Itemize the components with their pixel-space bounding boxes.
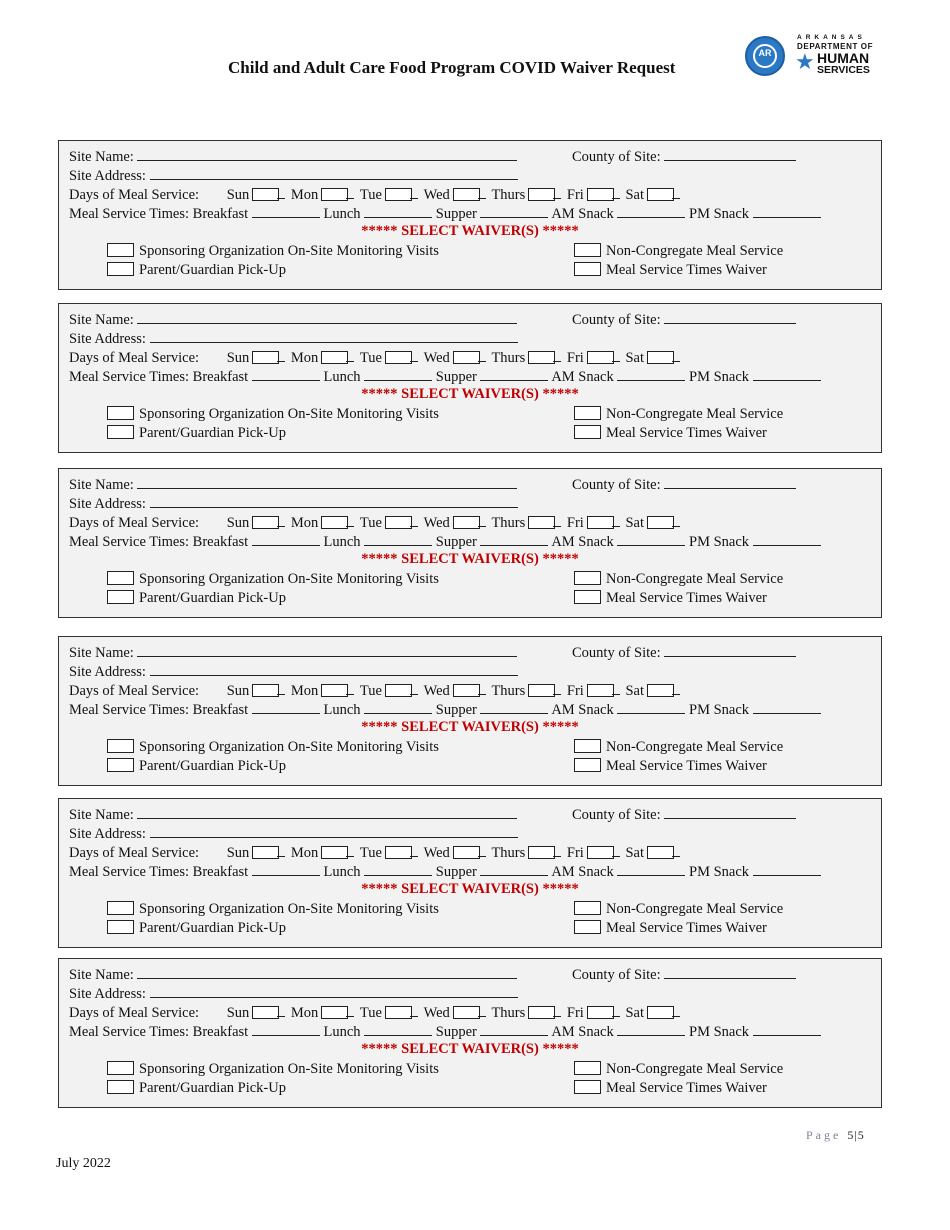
pm-snack-time-field[interactable] [753, 862, 821, 876]
sponsoring-checkbox[interactable] [107, 571, 134, 585]
site-name-field[interactable] [137, 310, 517, 324]
breakfast-time-field[interactable] [252, 204, 320, 218]
site-name-label: Site Name: [69, 312, 134, 328]
sponsoring-checkbox[interactable] [107, 901, 134, 915]
select-waiver-heading: ***** SELECT WAIVER(S) ***** [361, 1041, 579, 1057]
tue-checkbox[interactable] [385, 516, 412, 529]
days-label: Days of Meal Service: [69, 515, 200, 531]
pickup-checkbox[interactable] [107, 920, 134, 934]
pm-snack-time-field[interactable] [753, 204, 821, 218]
site-name-field[interactable] [137, 805, 517, 819]
county-field[interactable] [664, 310, 796, 324]
tue-checkbox[interactable] [385, 684, 412, 697]
days-label: Days of Meal Service: [69, 187, 200, 203]
breakfast-time-field[interactable] [252, 1022, 320, 1036]
thurs-checkbox[interactable] [528, 351, 555, 364]
sat-checkbox[interactable] [647, 351, 674, 364]
site-name-field[interactable] [137, 643, 517, 657]
lunch-time-field[interactable] [364, 367, 432, 381]
site-block: Site Name: County of Site: Site Address: Days of Meal Service: Sun Mon Tue Wed Thurs Fri Sat Meal Service Times: Breakfast Lunch Supper AM Snack PM Snack ***** SELECT WAIVER(S) ***** Sponsoring Organization On-Site Monitoring Visits Parent/Guardian Pick-Up Non-Congregate Meal Service Meal Service Times Waiver [58, 958, 882, 1108]
thurs-checkbox[interactable] [528, 188, 555, 201]
mon-checkbox[interactable] [321, 684, 348, 697]
non-congregate-checkbox[interactable] [574, 243, 601, 257]
days-label: Days of Meal Service: [69, 845, 200, 861]
times-waiver-checkbox[interactable] [574, 920, 601, 934]
site-address-label: Site Address: [69, 168, 146, 184]
site-block: Site Name: County of Site: Site Address: Days of Meal Service: Sun Mon Tue Wed Thurs Fri Sat Meal Service Times: Breakfast Lunch Supper AM Snack PM Snack ***** SELECT WAIVER(S) ***** Sponsoring Organization On-Site Monitoring Visits Parent/Guardian Pick-Up Non-Congregate Meal Service Meal Service Times Waiver [58, 798, 882, 948]
non-congregate-checkbox[interactable] [574, 739, 601, 753]
mon-checkbox[interactable] [321, 516, 348, 529]
county-field[interactable] [664, 643, 796, 657]
wed-checkbox[interactable] [453, 684, 480, 697]
lunch-time-field[interactable] [364, 862, 432, 876]
fri-checkbox[interactable] [587, 516, 614, 529]
site-address-field[interactable] [150, 984, 518, 998]
thurs-checkbox[interactable] [528, 516, 555, 529]
page-number: Page 5|5 [806, 1128, 865, 1142]
sun-checkbox[interactable] [252, 188, 279, 201]
days-label: Days of Meal Service: [69, 1005, 200, 1021]
fri-checkbox[interactable] [587, 188, 614, 201]
lunch-time-field[interactable] [364, 1022, 432, 1036]
sat-checkbox[interactable] [647, 1006, 674, 1019]
wed-checkbox[interactable] [453, 846, 480, 859]
sun-checkbox[interactable] [252, 846, 279, 859]
pm-snack-time-field[interactable] [753, 532, 821, 546]
county-label: County of Site: [572, 149, 661, 165]
tue-checkbox[interactable] [385, 351, 412, 364]
am-snack-time-field[interactable] [617, 204, 685, 218]
select-waiver-heading: ***** SELECT WAIVER(S) ***** [361, 223, 579, 239]
times-waiver-checkbox[interactable] [574, 262, 601, 276]
tue-checkbox[interactable] [385, 1006, 412, 1019]
pm-snack-time-field[interactable] [753, 367, 821, 381]
times-waiver-checkbox[interactable] [574, 758, 601, 772]
breakfast-time-field[interactable] [252, 367, 320, 381]
am-snack-time-field[interactable] [617, 1022, 685, 1036]
site-name-label: Site Name: [69, 477, 134, 493]
county-label: County of Site: [572, 477, 661, 493]
site-name-label: Site Name: [69, 967, 134, 983]
sun-checkbox[interactable] [252, 684, 279, 697]
fri-checkbox[interactable] [587, 846, 614, 859]
mon-checkbox[interactable] [321, 351, 348, 364]
dhs-logo: AR ARKANSAS DEPARTMENT OF ★ HUMAN SERVICES [745, 34, 885, 80]
pickup-checkbox[interactable] [107, 1080, 134, 1094]
thurs-checkbox[interactable] [528, 684, 555, 697]
supper-time-field[interactable] [480, 367, 548, 381]
mon-checkbox[interactable] [321, 1006, 348, 1019]
breakfast-time-field[interactable] [252, 700, 320, 714]
breakfast-time-field[interactable] [252, 862, 320, 876]
non-congregate-checkbox[interactable] [574, 901, 601, 915]
site-block: Site Name: County of Site: Site Address: Days of Meal Service: Sun Mon Tue Wed Thurs Fri Sat Meal Service Times: Breakfast Lunch Supper AM Snack PM Snack ***** SELECT WAIVER(S) ***** Sponsoring Organization On-Site Monitoring Visits Parent/Guardian Pick-Up Non-Congregate Meal Service Meal Service Times Waiver [58, 303, 882, 453]
tue-checkbox[interactable] [385, 846, 412, 859]
tue-checkbox[interactable] [385, 188, 412, 201]
site-block: Site Name: County of Site: Site Address: Days of Meal Service: Sun Mon Tue Wed Thurs Fri Sat Meal Service Times: Breakfast Lunch Supper AM Snack PM Snack ***** SELECT WAIVER(S) ***** Sponsoring Organization On-Site Monitoring Visits Parent/Guardian Pick-Up Non-Congregate Meal Service Meal Service Times Waiver [58, 636, 882, 786]
page-title: Child and Adult Care Food Program COVID Waiver Request [228, 58, 676, 77]
non-congregate-checkbox[interactable] [574, 571, 601, 585]
site-block: Site Name: County of Site: Site Address: Days of Meal Service: Sun Mon Tue Wed Thurs Fri Sat Meal Service Times: Breakfast Lunch Supper AM Snack PM Snack ***** SELECT WAIVER(S) ***** Sponsoring Organization On-Site Monitoring Visits Parent/Guardian Pick-Up Non-Congregate Meal Service Meal Service Times Waiver [58, 140, 882, 290]
select-waiver-heading: ***** SELECT WAIVER(S) ***** [361, 551, 579, 567]
fri-checkbox[interactable] [587, 1006, 614, 1019]
pm-snack-time-field[interactable] [753, 1022, 821, 1036]
breakfast-time-field[interactable] [252, 532, 320, 546]
site-address-field[interactable] [150, 662, 518, 676]
sponsoring-checkbox[interactable] [107, 243, 134, 257]
county-label: County of Site: [572, 645, 661, 661]
sun-checkbox[interactable] [252, 351, 279, 364]
wed-checkbox[interactable] [453, 351, 480, 364]
times-waiver-checkbox[interactable] [574, 590, 601, 604]
supper-time-field[interactable] [480, 862, 548, 876]
sponsoring-checkbox[interactable] [107, 1061, 134, 1075]
pickup-checkbox[interactable] [107, 590, 134, 604]
site-address-label: Site Address: [69, 826, 146, 842]
site-address-label: Site Address: [69, 331, 146, 347]
sat-checkbox[interactable] [647, 684, 674, 697]
lunch-time-field[interactable] [364, 204, 432, 218]
county-label: County of Site: [572, 312, 661, 328]
site-block: Site Name: County of Site: Site Address: Days of Meal Service: Sun Mon Tue Wed Thurs Fri Sat Meal Service Times: Breakfast Lunch Supper AM Snack PM Snack ***** SELECT WAIVER(S) ***** Sponsoring Organization On-Site Monitoring Visits Parent/Guardian Pick-Up Non-Congregate Meal Service Meal Service Times Waiver [58, 468, 882, 618]
pickup-checkbox[interactable] [107, 425, 134, 439]
pickup-checkbox[interactable] [107, 758, 134, 772]
county-field[interactable] [664, 965, 796, 979]
supper-time-field[interactable] [480, 700, 548, 714]
thurs-checkbox[interactable] [528, 846, 555, 859]
sponsoring-checkbox[interactable] [107, 406, 134, 420]
supper-time-field[interactable] [480, 532, 548, 546]
site-name-field[interactable] [137, 475, 517, 489]
lunch-time-field[interactable] [364, 700, 432, 714]
wed-checkbox[interactable] [453, 1006, 480, 1019]
county-field[interactable] [664, 805, 796, 819]
site-address-label: Site Address: [69, 496, 146, 512]
footer-date: July 2022 [56, 1156, 111, 1171]
days-label: Days of Meal Service: [69, 350, 200, 366]
site-address-label: Site Address: [69, 664, 146, 680]
am-snack-time-field[interactable] [617, 532, 685, 546]
star-icon: ★ [795, 50, 815, 75]
select-waiver-heading: ***** SELECT WAIVER(S) ***** [361, 386, 579, 402]
wed-checkbox[interactable] [453, 516, 480, 529]
select-waiver-heading: ***** SELECT WAIVER(S) ***** [361, 719, 579, 735]
county-label: County of Site: [572, 807, 661, 823]
county-label: County of Site: [572, 967, 661, 983]
site-name-field[interactable] [137, 965, 517, 979]
sun-checkbox[interactable] [252, 1006, 279, 1019]
site-address-label: Site Address: [69, 986, 146, 1002]
am-snack-time-field[interactable] [617, 700, 685, 714]
times-waiver-checkbox[interactable] [574, 1080, 601, 1094]
days-label: Days of Meal Service: [69, 683, 200, 699]
times-waiver-checkbox[interactable] [574, 425, 601, 439]
site-address-field[interactable] [150, 329, 518, 343]
site-address-field[interactable] [150, 824, 518, 838]
non-congregate-checkbox[interactable] [574, 1061, 601, 1075]
site-name-field[interactable] [137, 147, 517, 161]
supper-time-field[interactable] [480, 204, 548, 218]
pickup-checkbox[interactable] [107, 262, 134, 276]
site-name-label: Site Name: [69, 807, 134, 823]
sun-checkbox[interactable] [252, 516, 279, 529]
sat-checkbox[interactable] [647, 188, 674, 201]
non-congregate-checkbox[interactable] [574, 406, 601, 420]
site-address-field[interactable] [150, 494, 518, 508]
sat-checkbox[interactable] [647, 846, 674, 859]
site-name-label: Site Name: [69, 645, 134, 661]
site-name-label: Site Name: [69, 149, 134, 165]
thurs-checkbox[interactable] [528, 1006, 555, 1019]
fri-checkbox[interactable] [587, 684, 614, 697]
sat-checkbox[interactable] [647, 516, 674, 529]
wed-checkbox[interactable] [453, 188, 480, 201]
select-waiver-heading: ***** SELECT WAIVER(S) ***** [361, 881, 579, 897]
sponsoring-checkbox[interactable] [107, 739, 134, 753]
fri-checkbox[interactable] [587, 351, 614, 364]
mon-checkbox[interactable] [321, 188, 348, 201]
county-field[interactable] [664, 475, 796, 489]
county-field[interactable] [664, 147, 796, 161]
site-address-field[interactable] [150, 166, 518, 180]
am-snack-time-field[interactable] [617, 367, 685, 381]
lunch-time-field[interactable] [364, 532, 432, 546]
supper-time-field[interactable] [480, 1022, 548, 1036]
pm-snack-time-field[interactable] [753, 700, 821, 714]
am-snack-time-field[interactable] [617, 862, 685, 876]
mon-checkbox[interactable] [321, 846, 348, 859]
